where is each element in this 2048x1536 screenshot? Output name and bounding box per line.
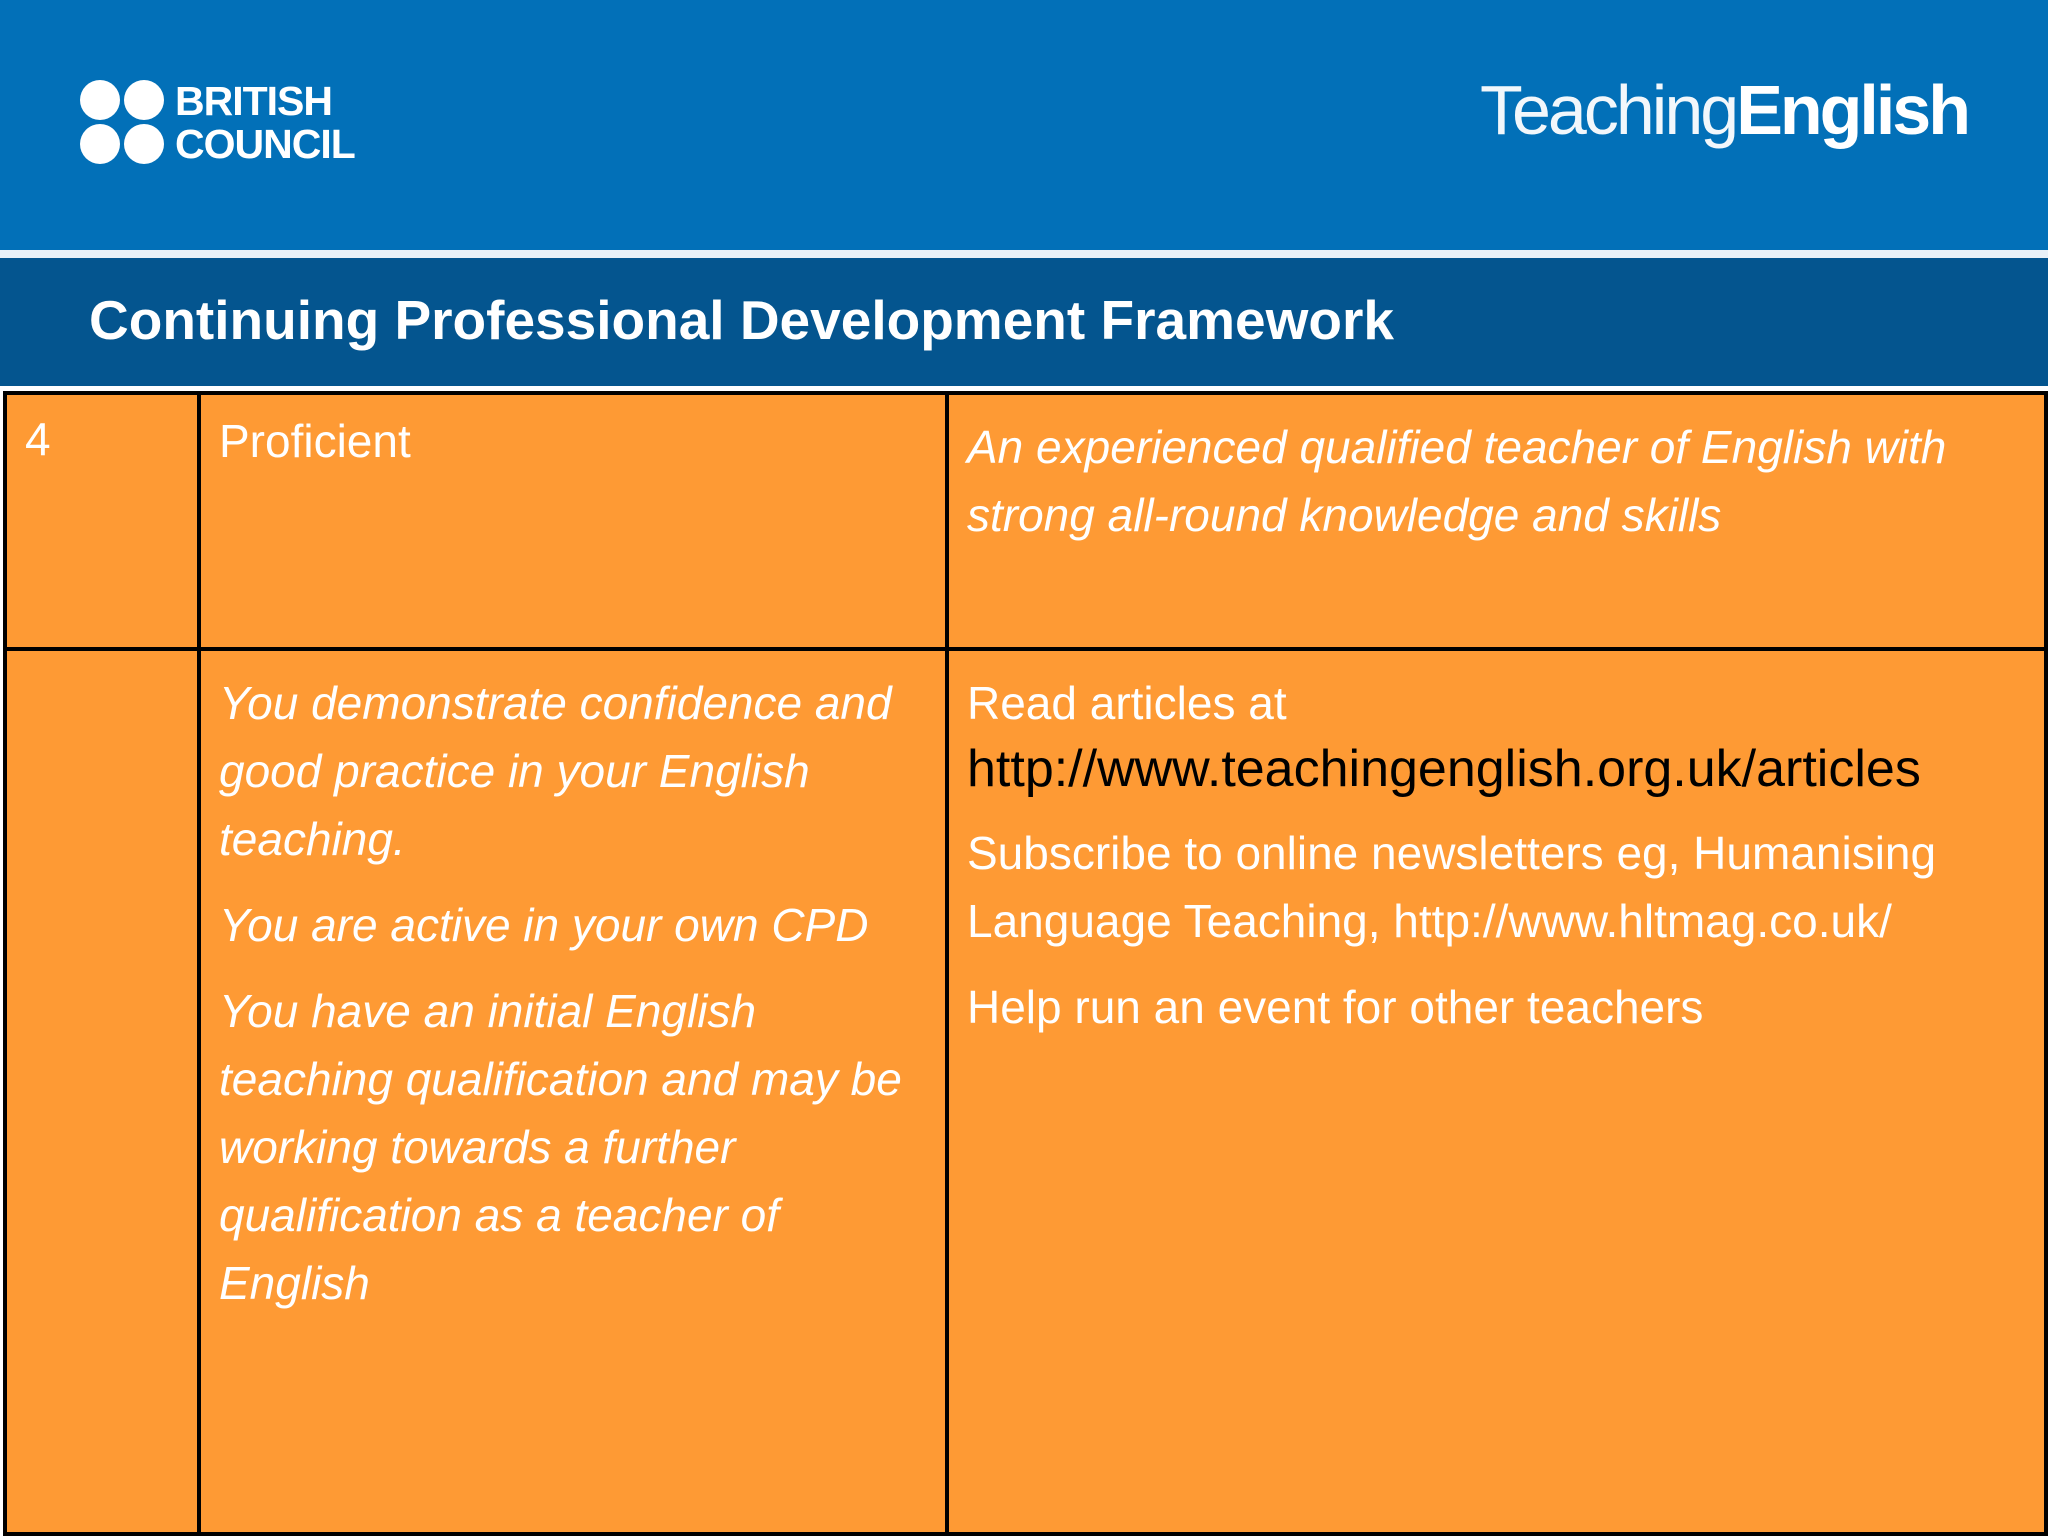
level-cell: 4	[5, 393, 199, 649]
profile-cell	[199, 649, 947, 1534]
profile-statement: You demonstrate confidence and good practice in your English teaching.	[219, 677, 892, 865]
table-row	[5, 649, 2046, 1534]
level-cell-empty	[5, 649, 199, 1534]
banner-divider	[0, 250, 2048, 258]
teaching-english-bold: English	[1736, 71, 1968, 149]
table-row	[5, 393, 2046, 649]
teaching-english-logo	[1480, 70, 1968, 150]
british-council-line1: BRITISH	[175, 78, 332, 124]
top-banner	[0, 0, 2048, 250]
activity-help-event: Help run an event for other teachers	[967, 981, 1704, 1033]
activity-read-articles	[967, 669, 2026, 801]
activities-cell	[947, 649, 2046, 1534]
british-council-wordmark	[175, 80, 355, 166]
activity-subscribe: Subscribe to online newsletters eg, Humanising Language Teaching, http://www.hltmag.co.uk/	[967, 827, 1937, 947]
british-council-logo	[80, 78, 370, 167]
british-council-dots-icon	[80, 80, 164, 164]
stage-cell: Proficient	[199, 393, 947, 649]
stage-description-cell: An experienced qualified teacher of English with strong all-round knowledge and skills	[947, 393, 2046, 649]
read-articles-label: Read articles at	[967, 677, 1287, 729]
profile-statement: You have an initial English teaching qualification and may be working towards a further qualification as a teacher of English	[219, 985, 902, 1309]
british-council-line2: COUNCIL	[175, 121, 355, 167]
profile-statement: You are active in your own CPD	[219, 899, 869, 951]
cpd-framework-table	[3, 391, 2048, 1536]
slide-title: Continuing Professional Development Framework	[89, 289, 1394, 351]
teaching-english-light: Teaching	[1479, 71, 1737, 149]
articles-link[interactable]: http://www.teachingenglish.org.uk/articles	[967, 740, 1921, 798]
